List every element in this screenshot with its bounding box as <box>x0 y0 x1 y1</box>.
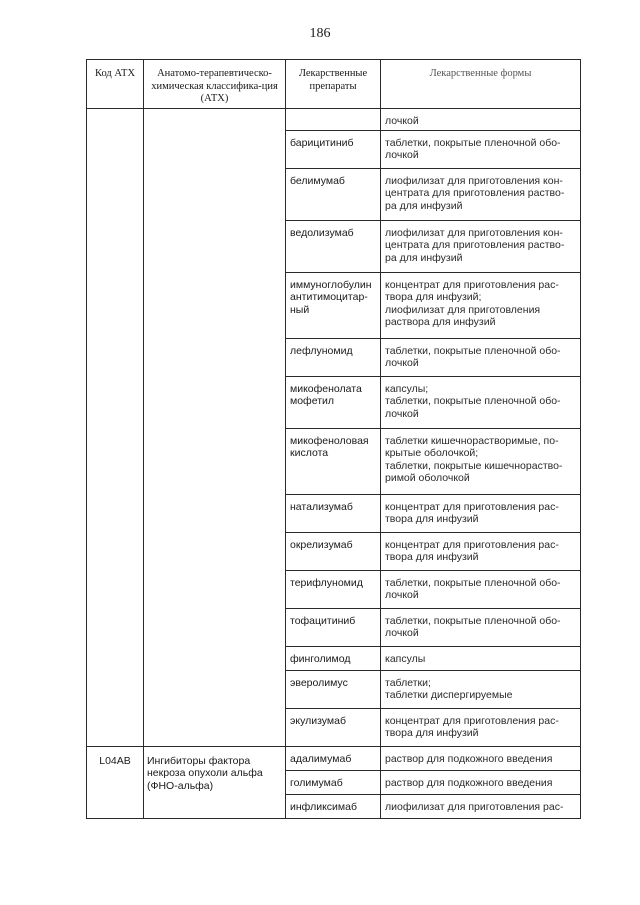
dosage-form-cell <box>381 646 581 670</box>
header-forms: Лекарственные формы <box>381 60 581 109</box>
drug-name-cell: окрелизумаб <box>286 532 381 570</box>
dosage-form-cell <box>381 708 581 746</box>
drug-name-cell: финголимод <box>286 646 381 670</box>
drug-name-cell: барицитиниб <box>286 130 381 168</box>
table-row <box>87 746 581 770</box>
table-header-row <box>87 60 581 109</box>
drug-name-cell: инфликсимаб <box>286 794 381 818</box>
drug-name-cell: микофенолата мофетил <box>286 376 381 428</box>
atx-classification-cell: Ингибиторы фактора некроза опухоли альфа (ФНО-альфа) <box>144 746 286 818</box>
drug-name-cell <box>286 108 381 130</box>
dosage-form-line: концентрат для приготовления рас- <box>385 500 559 513</box>
dosage-form-cell <box>381 532 581 570</box>
dosage-form-line: центрата для приготовления раство- <box>385 239 565 251</box>
dosage-form-line: лиофилизат для приготовления кон- <box>385 226 563 239</box>
dosage-form-line: лиофилизат для приготовления кон- <box>385 174 563 187</box>
dosage-form-line: лочкой <box>385 357 419 369</box>
drug-name-cell: адалимумаб <box>286 746 381 770</box>
atx-code-cell: L04AB <box>87 746 144 818</box>
header-drugs: Лекарственные препараты <box>286 60 381 109</box>
classification-cell-empty <box>144 108 286 746</box>
dosage-form-line: таблетки, покрытые пленочной обо- <box>385 136 561 149</box>
dosage-form-cell <box>381 168 581 220</box>
dosage-form-line: римой оболочкой <box>385 472 470 484</box>
dosage-form-cell <box>381 220 581 272</box>
dosage-form-cell <box>381 130 581 168</box>
code-cell-empty <box>87 108 144 746</box>
dosage-form-cell <box>381 376 581 428</box>
dosage-form-line: раствора для инфузий <box>385 316 496 328</box>
dosage-form-line: лочкой <box>385 627 419 639</box>
dosage-form-cell <box>381 770 581 794</box>
dosage-form-line: концентрат для приготовления рас- <box>385 714 559 727</box>
drug-name-cell: тофацитиниб <box>286 608 381 646</box>
dosage-form-line: капсулы; <box>385 382 429 395</box>
dosage-form-line: лиофилизат для приготовления <box>385 303 541 316</box>
dosage-form-line: таблетки, покрытые кишечнораство- <box>385 459 563 472</box>
dosage-form-line: таблетки; <box>385 676 431 689</box>
dosage-form-cell <box>381 570 581 608</box>
dosage-form-line: лочкой <box>385 149 419 161</box>
drug-name-cell: лефлуномид <box>286 338 381 376</box>
drug-name-cell: экулизумаб <box>286 708 381 746</box>
drug-name-cell: иммуноглобулин антитимоцитар-ный <box>286 272 381 338</box>
dosage-form-line: крытые оболочкой; <box>385 447 479 459</box>
dosage-form-line: лиофилизат для приготовления рас- <box>385 800 564 813</box>
dosage-form-cell <box>381 338 581 376</box>
dosage-form-cell <box>381 794 581 818</box>
atx-drug-table <box>86 59 581 819</box>
dosage-form-line: таблетки кишечнорастворимые, по- <box>385 434 559 447</box>
dosage-form-line: концентрат для приготовления рас- <box>385 538 559 551</box>
dosage-form-line: концентрат для приготовления рас- <box>385 278 559 291</box>
dosage-form-line: таблетки, покрытые пленочной обо- <box>385 614 561 627</box>
dosage-form-line: капсулы <box>385 652 426 665</box>
dosage-form-line: лочкой <box>385 407 419 420</box>
header-classification: Анатомо-терапевтическо-химическая классифика-ция (АТХ) <box>144 60 286 109</box>
dosage-form-line: лочкой <box>385 589 419 601</box>
dosage-form-line: раствор для подкожного введения <box>385 752 553 765</box>
header-code: Код АТХ <box>87 60 144 109</box>
dosage-form-line: центрата для приготовления раство- <box>385 187 565 199</box>
dosage-form-cell <box>381 108 581 130</box>
drug-name-cell: белимумаб <box>286 168 381 220</box>
dosage-form-cell <box>381 428 581 494</box>
dosage-form-line: ра для инфузий <box>385 251 463 264</box>
drug-name-cell: терифлуномид <box>286 570 381 608</box>
dosage-form-line: таблетки, покрытые пленочной обо- <box>385 344 561 357</box>
page-number: 186 <box>309 26 331 41</box>
dosage-form-cell <box>381 272 581 338</box>
dosage-form-line: ра для инфузий <box>385 199 463 212</box>
drug-name-cell: ведолизумаб <box>286 220 381 272</box>
dosage-form-cell <box>381 494 581 532</box>
drug-name-cell: микофеноловая кислота <box>286 428 381 494</box>
table-row <box>87 108 581 130</box>
dosage-form-line: раствор для подкожного введения <box>385 776 553 789</box>
dosage-form-line: твора для инфузий; <box>385 291 482 303</box>
dosage-form-line: таблетки, покрытые пленочной обо- <box>385 576 561 589</box>
dosage-form-line: твора для инфузий <box>385 727 479 739</box>
dosage-form-cell <box>381 608 581 646</box>
dosage-form-cell <box>381 670 581 708</box>
dosage-form-cell <box>381 746 581 770</box>
drug-name-cell: натализумаб <box>286 494 381 532</box>
drug-name-cell: голимумаб <box>286 770 381 794</box>
dosage-form-line: твора для инфузий <box>385 513 479 525</box>
dosage-form-line: таблетки диспергируемые <box>385 689 513 701</box>
dosage-form-line: лочкой <box>385 114 419 127</box>
dosage-form-line: твора для инфузий <box>385 551 479 563</box>
drug-name-cell: эверолимус <box>286 670 381 708</box>
dosage-form-line: таблетки, покрытые пленочной обо- <box>385 395 561 407</box>
